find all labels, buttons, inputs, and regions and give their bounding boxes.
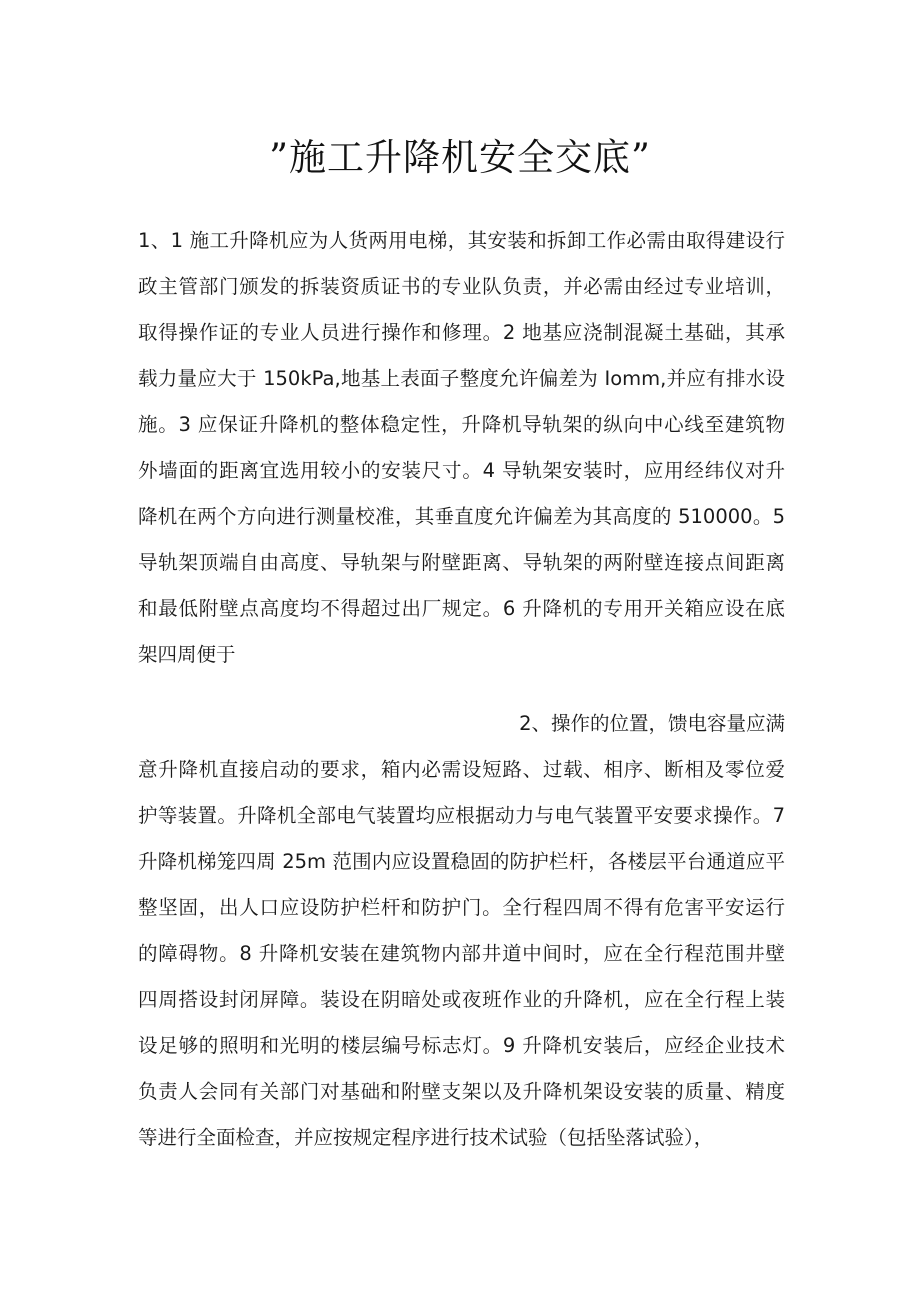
text-line: 取得操作证的专业人员进行操作和修理。2 地基应浇制混凝土基础，其承 (138, 321, 785, 344)
text-line: 的障碍物。8 升降机安装在建筑物内部井道中间时，应在全行程范围井壁 (138, 942, 785, 965)
text-line: 和最低附壁点高度均不得超过出厂规定。6 升降机的专用开关箱应设在底 (138, 597, 785, 620)
text-line: 升降机梯笼四周 25m 范围内应设置稳固的防护栏杆，各楼层平台通道应平 (138, 850, 785, 873)
text-line: 设足够的照明和光明的楼层编号标志灯。9 升降机安装后，应经企业技术 (138, 1034, 785, 1057)
text-line: 降机在两个方向进行测量校准，其垂直度允许偏差为其高度的 510000。5 (138, 505, 785, 528)
text-line: 护等装置。升降机全部电气装置均应根据动力与电气装置平安要求操作。7 (138, 804, 785, 827)
text-line: 导轨架顶端自由高度、导轨架与附壁距离、导轨架的两附壁连接点间距离 (138, 551, 785, 574)
text-line: 2、操作的位置，馈电容量应满 (519, 712, 785, 735)
text-line: 架四周便于 (138, 643, 236, 666)
text-line: 1、1 施工升降机应为人货两用电梯，其安装和拆卸工作必需由取得建设行 (138, 229, 785, 252)
paragraph-2 (138, 701, 785, 1161)
text-line: 施。3 应保证升降机的整体稳定性，升降机导轨架的纵向中心线至建筑物 (138, 413, 785, 436)
document-title: ”施工升降机安全交底” (269, 136, 651, 179)
paragraph-1 (138, 218, 785, 678)
text-line: 负责人会同有关部门对基础和附壁支架以及升降机架设安装的质量、精度 (138, 1080, 785, 1103)
text-line: 外墙面的距离宜选用较小的安装尺寸。4 导轨架安装时，应用经纬仪对升 (138, 459, 785, 482)
text-line: 等进行全面检查，并应按规定程序进行技术试验（包括坠落试验）， (138, 1126, 714, 1149)
text-line: 载力量应大于 150kPa,地基上表面子整度允许偏差为 Iomm,并应有排水设 (138, 367, 785, 390)
text-line: 整坚固，出人口应设防护栏杆和防护门。全行程四周不得有危害平安运行 (138, 896, 785, 919)
text-line: 意升降机直接启动的要求，箱内必需设短路、过载、相序、断相及零位爱 (138, 758, 785, 781)
text-line: 政主管部门颁发的拆装资质证书的专业队负责，并必需由经过专业培训， (138, 275, 785, 298)
text-line: 四周搭设封闭屏障。装设在阴暗处或夜班作业的升降机，应在全行程上装 (138, 988, 785, 1011)
